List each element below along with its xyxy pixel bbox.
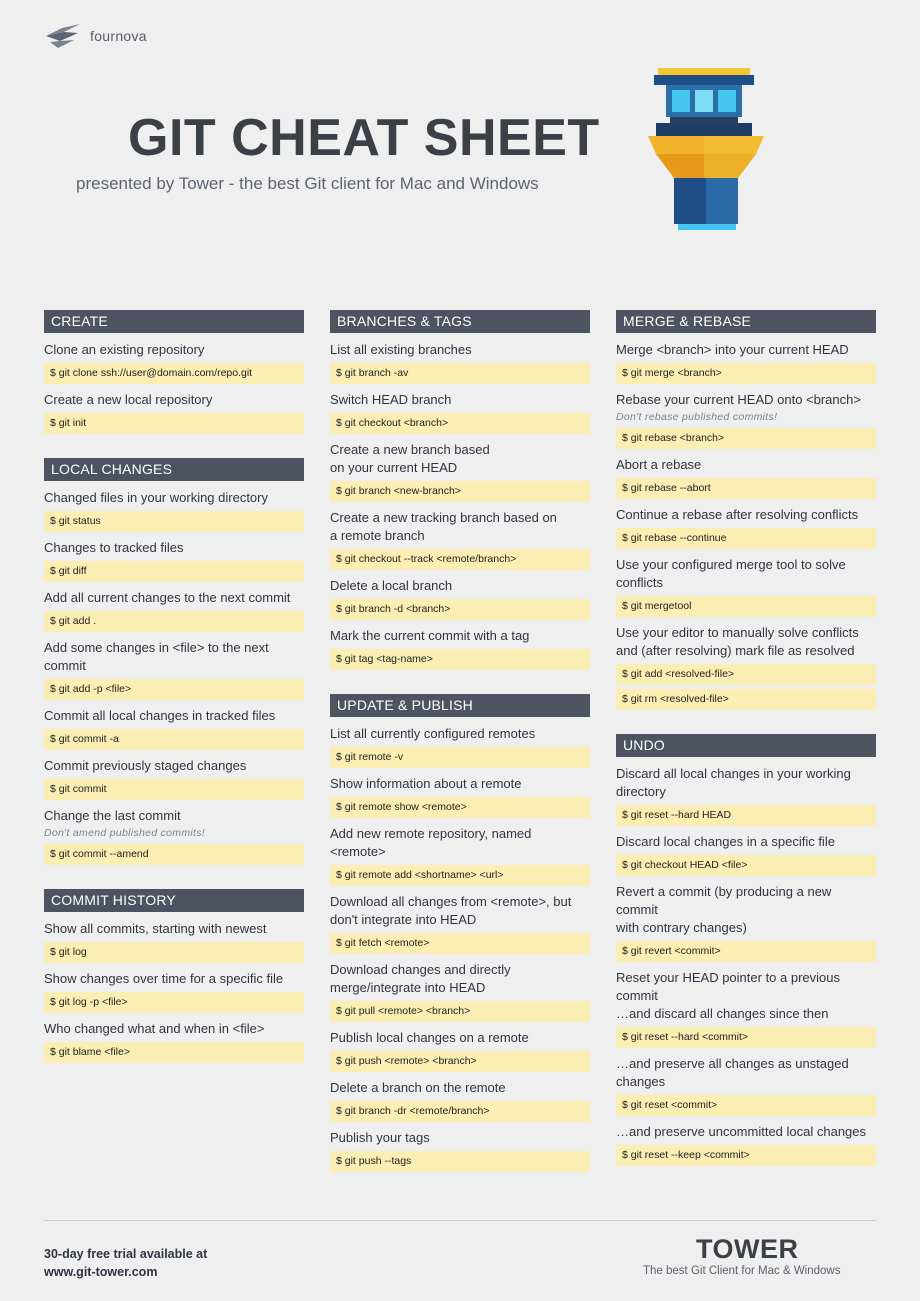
cheat-item bbox=[330, 577, 590, 620]
git-command: $ git checkout --track <remote/branch> bbox=[330, 549, 590, 570]
git-command: $ git rebase --abort bbox=[616, 478, 876, 499]
cheat-item bbox=[616, 506, 876, 549]
item-description: Create a new local repository bbox=[44, 392, 213, 407]
git-command: $ git branch -d <branch> bbox=[330, 599, 590, 620]
item-description: Show information about a remote bbox=[330, 776, 522, 791]
item-description: Publish local changes on a remote bbox=[330, 1030, 529, 1045]
cheat-item bbox=[330, 725, 590, 768]
item-description: Use your editor to manually solve conflicts and (after resolving) mark file as resolved bbox=[616, 625, 859, 658]
item-description: Add all current changes to the next commit bbox=[44, 590, 291, 605]
page-subtitle: presented by Tower - the best Git client for Mac and Windows bbox=[76, 174, 539, 193]
cheat-item bbox=[330, 961, 590, 1022]
cheat-item bbox=[616, 1055, 876, 1116]
git-command: $ git commit -a bbox=[44, 729, 304, 750]
cheat-item bbox=[44, 757, 304, 800]
git-command: $ git commit --amend bbox=[44, 844, 304, 865]
git-command: $ git commit bbox=[44, 779, 304, 800]
item-description: Commit previously staged changes bbox=[44, 758, 247, 773]
trial-text: 30-day free trial available at www.git-tower.com bbox=[44, 1247, 208, 1279]
item-description: Commit all local changes in tracked files bbox=[44, 708, 276, 723]
cheat-item bbox=[616, 456, 876, 499]
git-command: $ git rebase --continue bbox=[616, 528, 876, 549]
section bbox=[616, 310, 876, 710]
column-1 bbox=[44, 310, 304, 1087]
git-command: $ git pull <remote> <branch> bbox=[330, 1001, 590, 1022]
git-command: $ git branch <new-branch> bbox=[330, 481, 590, 502]
cheat-item bbox=[44, 589, 304, 632]
section bbox=[44, 310, 304, 434]
cheat-item bbox=[44, 970, 304, 1013]
cheat-item bbox=[44, 807, 304, 865]
cheat-item bbox=[44, 1020, 304, 1063]
cheat-item bbox=[616, 765, 876, 826]
cheat-item bbox=[44, 639, 304, 700]
git-command: $ git fetch <remote> bbox=[330, 933, 590, 954]
section bbox=[330, 694, 590, 1172]
item-description: Create a new branch based on your current HEAD bbox=[330, 442, 490, 475]
git-command: $ git remote add <shortname> <url> bbox=[330, 865, 590, 886]
cheat-item bbox=[44, 539, 304, 582]
logo-text: fournova bbox=[90, 28, 147, 44]
cheat-item bbox=[616, 391, 876, 449]
git-command: $ git reset <commit> bbox=[616, 1095, 876, 1116]
cheat-item bbox=[616, 341, 876, 384]
item-description: List all existing branches bbox=[330, 342, 472, 357]
item-description: Revert a commit (by producing a new commit with contrary changes) bbox=[616, 884, 832, 935]
cheat-item bbox=[44, 391, 304, 434]
cheat-item bbox=[330, 775, 590, 818]
section-header: LOCAL CHANGES bbox=[44, 458, 304, 481]
item-description: Discard all local changes in your working directory bbox=[616, 766, 851, 799]
section-header: UNDO bbox=[616, 734, 876, 757]
item-description: Delete a branch on the remote bbox=[330, 1080, 506, 1095]
git-command: $ git remote show <remote> bbox=[330, 797, 590, 818]
git-command: $ git diff bbox=[44, 561, 304, 582]
column-2 bbox=[330, 310, 590, 1196]
item-description: Mark the current commit with a tag bbox=[330, 628, 530, 643]
item-description: Discard local changes in a specific file bbox=[616, 834, 835, 849]
cheat-item bbox=[330, 825, 590, 886]
item-description: Download changes and directly merge/integrate into HEAD bbox=[330, 962, 511, 995]
item-description: Reset your HEAD pointer to a previous commit …and discard all changes since then bbox=[616, 970, 840, 1021]
cheat-item bbox=[616, 556, 876, 617]
section-header: BRANCHES & TAGS bbox=[330, 310, 590, 333]
git-command: $ git add <resolved-file> bbox=[616, 664, 876, 685]
item-description: Rebase your current HEAD onto <branch> bbox=[616, 392, 861, 407]
section-header: UPDATE & PUBLISH bbox=[330, 694, 590, 717]
git-command: $ git branch -av bbox=[330, 363, 590, 384]
git-command: $ git reset --hard <commit> bbox=[616, 1027, 876, 1048]
cheat-item bbox=[616, 969, 876, 1048]
item-description: Show all commits, starting with newest bbox=[44, 921, 267, 936]
git-command: $ git remote -v bbox=[330, 747, 590, 768]
cheat-item bbox=[330, 341, 590, 384]
cheat-item bbox=[616, 1123, 876, 1166]
item-description: Change the last commit bbox=[44, 808, 181, 823]
git-command: $ git rebase <branch> bbox=[616, 428, 876, 449]
git-command: $ git reset --hard HEAD bbox=[616, 805, 876, 826]
item-description: Changed files in your working directory bbox=[44, 490, 268, 505]
git-command: $ git blame <file> bbox=[44, 1042, 304, 1063]
git-command: $ git checkout HEAD <file> bbox=[616, 855, 876, 876]
fournova-logo bbox=[44, 22, 147, 50]
cheat-item bbox=[330, 1129, 590, 1172]
item-description: Merge <branch> into your current HEAD bbox=[616, 342, 849, 357]
item-description: Abort a rebase bbox=[616, 457, 702, 472]
item-description: …and preserve uncommitted local changes bbox=[616, 1124, 867, 1139]
item-description: Publish your tags bbox=[330, 1130, 430, 1145]
item-description: Add new remote repository, named <remote> bbox=[330, 826, 532, 859]
cheat-item bbox=[44, 707, 304, 750]
item-warning-note: Don't rebase published commits! bbox=[616, 411, 778, 423]
git-command: $ git add . bbox=[44, 611, 304, 632]
git-command: $ git mergetool bbox=[616, 596, 876, 617]
column-3 bbox=[616, 310, 876, 1190]
git-command: $ git push --tags bbox=[330, 1151, 590, 1172]
item-description: Clone an existing repository bbox=[44, 342, 205, 357]
git-command: $ git init bbox=[44, 413, 304, 434]
item-description: Show changes over time for a specific file bbox=[44, 971, 284, 986]
item-description: Create a new tracking branch based on a remote branch bbox=[330, 510, 557, 543]
section-header: CREATE bbox=[44, 310, 304, 333]
git-command: $ git checkout <branch> bbox=[330, 413, 590, 434]
cheat-item bbox=[330, 441, 590, 502]
tower-illustration-icon bbox=[644, 66, 768, 232]
section bbox=[330, 310, 590, 670]
tower-tagline: The best Git Client for Mac & Windows bbox=[643, 1265, 841, 1277]
git-command: $ git tag <tag-name> bbox=[330, 649, 590, 670]
cheat-item bbox=[330, 627, 590, 670]
cheat-item bbox=[616, 624, 876, 710]
item-description: …and preserve all changes as unstaged changes bbox=[616, 1056, 849, 1089]
git-command: $ git branch -dr <remote/branch> bbox=[330, 1101, 590, 1122]
item-description: Delete a local branch bbox=[330, 578, 453, 593]
cheat-item bbox=[44, 489, 304, 532]
item-description: Who changed what and when in <file> bbox=[44, 1021, 265, 1036]
git-command: $ git rm <resolved-file> bbox=[616, 689, 876, 710]
item-description: List all currently configured remotes bbox=[330, 726, 536, 741]
git-command: $ git merge <branch> bbox=[616, 363, 876, 384]
item-description: Changes to tracked files bbox=[44, 540, 184, 555]
cheat-item bbox=[616, 883, 876, 962]
item-description: Add some changes in <file> to the next commit bbox=[44, 640, 269, 673]
cheat-item bbox=[330, 1029, 590, 1072]
item-description: Switch HEAD branch bbox=[330, 392, 452, 407]
cheat-item bbox=[44, 920, 304, 963]
section bbox=[44, 889, 304, 1063]
page-title: GIT CHEAT SHEET bbox=[128, 109, 600, 167]
section bbox=[44, 458, 304, 865]
git-command: $ git push <remote> <branch> bbox=[330, 1051, 590, 1072]
fournova-logo-icon bbox=[44, 22, 82, 50]
item-description: Use your configured merge tool to solve conflicts bbox=[616, 557, 846, 590]
git-command: $ git revert <commit> bbox=[616, 941, 876, 962]
git-command: $ git log bbox=[44, 942, 304, 963]
git-command: $ git log -p <file> bbox=[44, 992, 304, 1013]
cheat-item bbox=[330, 893, 590, 954]
cheat-item bbox=[44, 341, 304, 384]
cheat-item bbox=[616, 833, 876, 876]
cheat-item bbox=[330, 391, 590, 434]
item-description: Continue a rebase after resolving conflicts bbox=[616, 507, 859, 522]
item-description: Download all changes from <remote>, but don't integrate into HEAD bbox=[330, 894, 572, 927]
tower-brand: TOWER bbox=[696, 1234, 799, 1264]
git-command: $ git clone ssh://user@domain.com/repo.git bbox=[44, 363, 304, 384]
section-header: COMMIT HISTORY bbox=[44, 889, 304, 912]
git-command: $ git reset --keep <commit> bbox=[616, 1145, 876, 1166]
footer-divider bbox=[44, 1220, 876, 1221]
item-warning-note: Don't amend published commits! bbox=[44, 827, 205, 839]
section-header: MERGE & REBASE bbox=[616, 310, 876, 333]
cheat-item bbox=[330, 509, 590, 570]
git-command: $ git add -p <file> bbox=[44, 679, 304, 700]
cheat-item bbox=[330, 1079, 590, 1122]
section bbox=[616, 734, 876, 1166]
git-command: $ git status bbox=[44, 511, 304, 532]
